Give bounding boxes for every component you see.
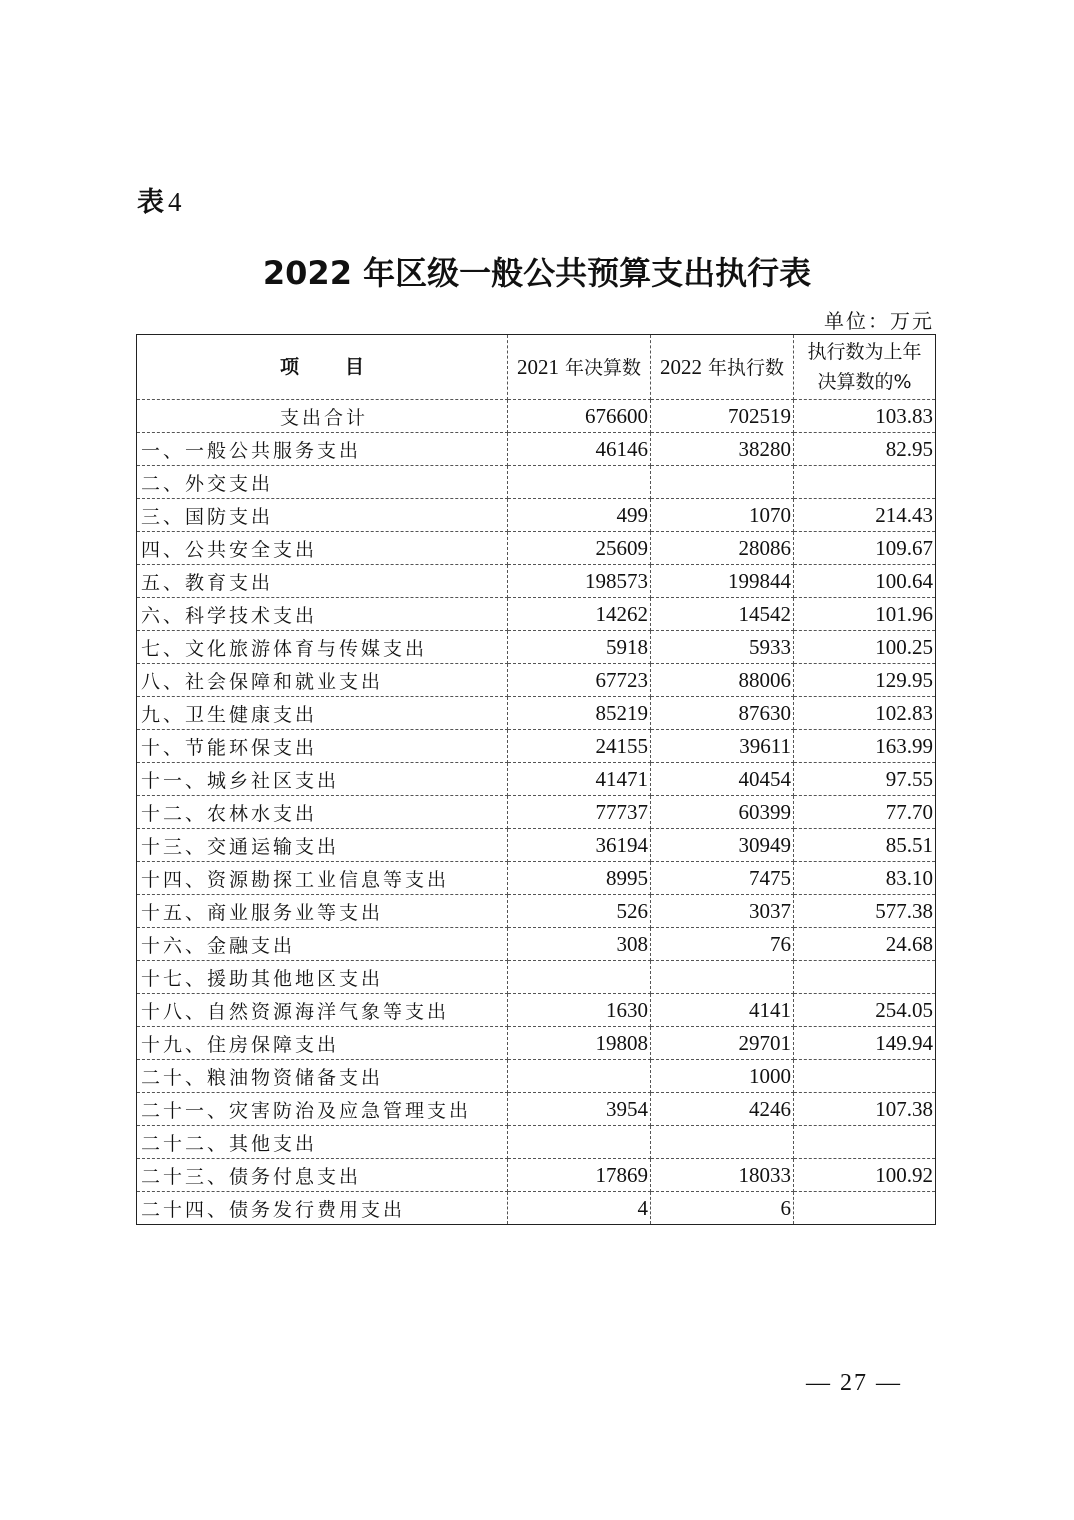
header-percentage [794,335,936,400]
row-item-name: 二、外交支出 [137,466,508,499]
row-2022-value: 14542 [651,598,794,631]
table-row [137,730,936,763]
row-percentage: 101.96 [794,598,936,631]
row-percentage [794,961,936,994]
row-2021-value: 46146 [508,433,651,466]
row-percentage: 102.83 [794,697,936,730]
row-percentage [794,1192,936,1225]
row-percentage [794,1060,936,1093]
table-row [137,433,936,466]
header-item [137,335,508,400]
table-label-prefix: 表 [137,187,164,218]
row-item-name: 十三、交通运输支出 [137,829,508,862]
table-row [137,631,936,664]
header-2021-year: 2021 [516,354,559,379]
table-row [137,1027,936,1060]
row-2022-value: 7475 [651,862,794,895]
row-2021-value: 3954 [508,1093,651,1126]
row-2021-value [508,1126,651,1159]
row-2022-value: 1000 [651,1060,794,1093]
table-row [137,829,936,862]
row-2022-value: 40454 [651,763,794,796]
row-2022-value: 4141 [651,994,794,1027]
row-2021-value: 676600 [508,400,651,433]
row-item-name: 十七、援助其他地区支出 [137,961,508,994]
row-2022-value [651,1126,794,1159]
row-2021-value: 36194 [508,829,651,862]
row-2022-value: 28086 [651,532,794,565]
table-row [137,1126,936,1159]
header-2022-text: 年执行数 [701,356,785,379]
table-row [137,697,936,730]
row-2021-value: 17869 [508,1159,651,1192]
row-2021-value: 19808 [508,1027,651,1060]
row-percentage: 103.83 [794,400,936,433]
row-2021-value: 4 [508,1192,651,1225]
row-2021-value: 198573 [508,565,651,598]
row-item-name: 十九、住房保障支出 [137,1027,508,1060]
table-row [137,928,936,961]
row-percentage: 77.70 [794,796,936,829]
row-item-name: 五、教育支出 [137,565,508,598]
row-2021-value [508,466,651,499]
table-row [137,532,936,565]
row-2021-value: 41471 [508,763,651,796]
row-item-name: 十六、金融支出 [137,928,508,961]
row-item-name: 二十二、其他支出 [137,1126,508,1159]
row-item-name: 十五、商业服务业等支出 [137,895,508,928]
row-item-name: 十、节能环保支出 [137,730,508,763]
row-item-name: 二十四、债务发行费用支出 [137,1192,508,1225]
table-body [137,400,936,1225]
row-2021-value: 499 [508,499,651,532]
table-row [137,1159,936,1192]
row-2022-value: 5933 [651,631,794,664]
row-2021-value [508,1060,651,1093]
table-row [137,1060,936,1093]
table-row [137,598,936,631]
row-2022-value: 4246 [651,1093,794,1126]
row-percentage: 163.99 [794,730,936,763]
row-percentage: 100.64 [794,565,936,598]
row-percentage: 83.10 [794,862,936,895]
table-row [137,1192,936,1225]
table-row [137,565,936,598]
row-2022-value: 3037 [651,895,794,928]
table-header-row [137,335,936,400]
row-item-name: 四、公共安全支出 [137,532,508,565]
row-2022-value: 60399 [651,796,794,829]
header-2022-execution [651,335,794,400]
row-percentage: 100.92 [794,1159,936,1192]
header-item-char-2: 目 [345,356,365,378]
row-item-name: 二十三、债务付息支出 [137,1159,508,1192]
row-item-name: 支出合计 [137,400,508,433]
table-row [137,466,936,499]
table-row [137,796,936,829]
table-row [137,763,936,796]
row-2022-value: 702519 [651,400,794,433]
row-2022-value: 199844 [651,565,794,598]
row-item-name: 三、国防支出 [137,499,508,532]
row-2022-value: 1070 [651,499,794,532]
row-percentage: 85.51 [794,829,936,862]
row-percentage: 82.95 [794,433,936,466]
row-item-name: 十二、农林水支出 [137,796,508,829]
row-2021-value [508,961,651,994]
row-2021-value: 24155 [508,730,651,763]
row-item-name: 六、科学技术支出 [137,598,508,631]
table-row [137,1093,936,1126]
row-2021-value: 77737 [508,796,651,829]
row-2022-value: 29701 [651,1027,794,1060]
row-item-name: 二十、粮油物资储备支出 [137,1060,508,1093]
row-2022-value: 87630 [651,697,794,730]
table-label-number: 4 [168,187,182,217]
row-percentage: 254.05 [794,994,936,1027]
row-item-name: 二十一、灾害防治及应急管理支出 [137,1093,508,1126]
row-2022-value [651,961,794,994]
row-percentage: 24.68 [794,928,936,961]
row-percentage: 97.55 [794,763,936,796]
table-row [137,994,936,1027]
row-percentage [794,466,936,499]
row-percentage: 109.67 [794,532,936,565]
row-2021-value: 67723 [508,664,651,697]
row-item-name: 八、社会保障和就业支出 [137,664,508,697]
row-percentage [794,1126,936,1159]
row-2021-value: 14262 [508,598,651,631]
row-2022-value: 18033 [651,1159,794,1192]
row-2022-value: 76 [651,928,794,961]
table-row [137,400,936,433]
header-2022-year: 2022 [659,354,702,379]
unit-label: 单位：万元 [824,309,934,333]
header-item-char-1: 项 [279,356,299,378]
header-2021-final [508,335,651,400]
row-item-name: 九、卫生健康支出 [137,697,508,730]
row-percentage: 214.43 [794,499,936,532]
row-item-name: 十八、自然资源海洋气象等支出 [137,994,508,1027]
header-percentage-line1: 执行数为上年 [807,341,922,363]
budget-table [136,334,936,1225]
row-2022-value: 39611 [651,730,794,763]
page-title: 2022 年区级一般公共预算支出执行表 [262,254,812,292]
row-2021-value: 5918 [508,631,651,664]
row-item-name: 七、文化旅游体育与传媒支出 [137,631,508,664]
row-2022-value: 30949 [651,829,794,862]
row-percentage: 129.95 [794,664,936,697]
row-2022-value [651,466,794,499]
row-2022-value: 38280 [651,433,794,466]
table-label [137,180,182,219]
row-item-name: 十四、资源勘探工业信息等支出 [137,862,508,895]
table-row [137,961,936,994]
table-row [137,664,936,697]
row-percentage: 149.94 [794,1027,936,1060]
row-2021-value: 526 [508,895,651,928]
row-2021-value: 1630 [508,994,651,1027]
header-percentage-line2: 决算数的% [817,371,912,393]
page-number: — 27 — [806,1370,902,1396]
row-item-name: 十一、城乡社区支出 [137,763,508,796]
row-percentage: 107.38 [794,1093,936,1126]
header-2021-text: 年决算数 [558,356,642,379]
row-2022-value: 6 [651,1192,794,1225]
row-2021-value: 8995 [508,862,651,895]
table-row [137,499,936,532]
row-2021-value: 25609 [508,532,651,565]
table-row [137,895,936,928]
table-row [137,862,936,895]
row-item-name: 一、一般公共服务支出 [137,433,508,466]
row-percentage: 577.38 [794,895,936,928]
row-2021-value: 85219 [508,697,651,730]
row-2022-value: 88006 [651,664,794,697]
row-2021-value: 308 [508,928,651,961]
row-percentage: 100.25 [794,631,936,664]
